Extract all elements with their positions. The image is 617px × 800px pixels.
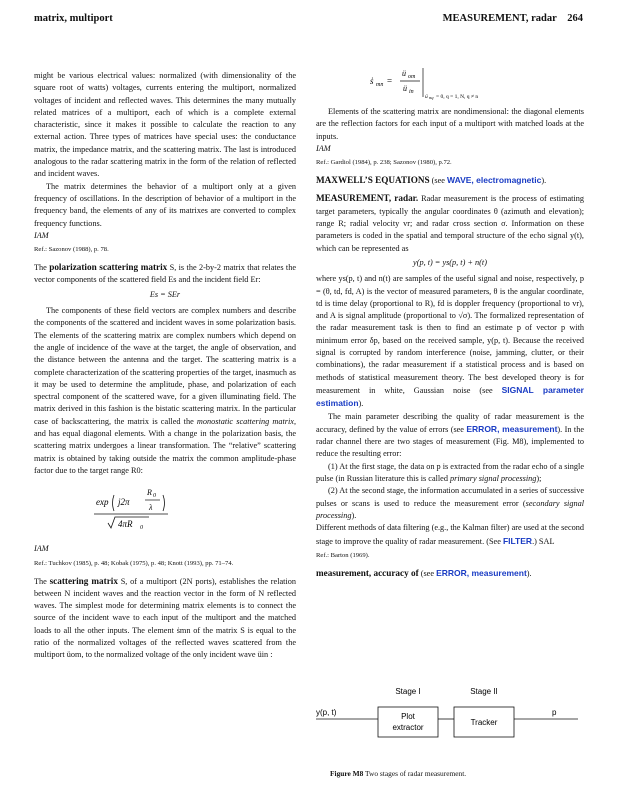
svg-text:0: 0 [153, 493, 156, 500]
paragraph: might be various electrical values: normalized (with dimensionality of the square root of watts) voltages, currents entering the multiport, normalized voltages of incident and reflected waves. This determines the many mutually related matrices of a multiport, each of which is a complete external characteristic, since it makes it possible to calculate the reaction to any external action. Three types of matrices have special uses: the conductance matrix, the impedance matrix, and the scattering matrix. The last is introduced analogous to the radar scattering matrix in the form of the relation of reflected and incident waves. [34, 71, 296, 179]
headword: scattering matrix [49, 575, 118, 586]
cross-reference-link[interactable]: SIGNAL parameter estimation [316, 384, 584, 409]
equation: y(p, t) = ys(p, t) + n(t) [413, 257, 487, 267]
header-left-term: matrix, multiport [34, 13, 113, 24]
reference: Ref.: Gardiol (1984), p. 238; Sazonov (1980), p.72. [316, 159, 452, 167]
author-signature: IAM [34, 544, 49, 554]
cross-reference-link[interactable]: WAVE, electromagnetic [447, 175, 542, 186]
stage-2-label: Stage II [470, 687, 498, 696]
paragraph: The matrix determines the behavior of a multiport only at a given frequency of oscillations. In the description of behavior of a multiport in the frequency band, the elements of any of its matrixes are converted to complex frequency functions. [34, 181, 296, 228]
paragraph: where ys(p, t) and n(t) are samples of the useful signal and noise, respectively, p = (θ, td, fd, A) is the vector of measured parameters, θ is the angular coordinate, td is time delay (proportional to R), fd is doppler frequency (proportional to vr), and A is signal amplitude (proportional to √σ). The formalized representation of the radar measurement task is then to find an estimate p of vector p with minimum error δp, based on the received sample, y(p, t). Because the received signal is corrupted by random interference (noise, jamming, clutter, or their combinations), the radar measurement if a statistical process and is based on methods of statistical measurement theory. The best developed theory is for measurement in white, Gaussian noise (see SIGNAL parameter estimation). [316, 274, 584, 409]
entry-polarization-scattering-matrix: The polarization scattering matrix S, is the 2-by-2 matrix that relates the vector components of the scattered field Es and the incident field Er: [34, 262, 297, 285]
headword: polarization scattering matrix [49, 262, 168, 273]
equation: Es = SEr [149, 289, 181, 299]
plot-extractor-label-1: Plot [401, 712, 415, 721]
svg-text:= 0, q = 1, N, q ≠ n: = 0, q = 1, N, q ≠ n [436, 94, 479, 100]
running-header [34, 13, 583, 29]
svg-text:mn: mn [376, 82, 384, 88]
stage-1-label: Stage I [395, 687, 421, 696]
svg-text:λ: λ [149, 503, 153, 513]
paragraph: Elements of the scattering matrix are nondimensional: the diagonal elements are the reflection factors for each input of a multiport with matched loads at the inputs. [316, 107, 584, 141]
headword: measurement, accuracy of [316, 567, 419, 578]
svg-text:=: = [387, 76, 393, 86]
input-label: y(p, t) [316, 708, 337, 717]
entry-measurement-radar: MEASUREMENT, radar. Radar measurement is the process of estimating target parameters, typically the angular coordinates θ (azimuth and elevation); range R; radial velocity vr; and radar cross section σ. Information on these parameters is coded in the spatial and temporal structure of the echo signal y(t), which can be represented as [316, 193, 584, 253]
header-right-term: MEASUREMENT, radar [442, 13, 557, 24]
tracker-label: Tracker [470, 718, 498, 727]
svg-text:exp: exp [96, 497, 109, 508]
page-number: 264 [567, 13, 583, 24]
svg-text:R: R [147, 488, 152, 498]
right-column [316, 69, 584, 580]
reference: Ref.: Tuchkov (1985), p. 48; Kobak (1975), p. 48; Knott (1993), pp. 71–74. [34, 559, 234, 567]
output-label: p [552, 708, 557, 717]
svg-text:ü: ü [402, 69, 406, 78]
svg-text:in: in [409, 89, 414, 95]
svg-text:om: om [408, 74, 416, 80]
paragraph: The main parameter describing the quality of radar measurement is the accuracy, defined by the value of errors (see ERROR, measurement). In the radar channel there are two stages of measurement (Fig. M8), implemented to reduce the resulting error: [316, 411, 584, 459]
paragraph: The components of these field vectors are complex numbers and describe the components of the scattered and incident waves in some polarization basis. The elements of the scattering matrix are complex numbers which depend on the angle of incidence of the wave at the target, the angle of observation, and the distance between the antenna and the target. The scattering matrix is a complete characterization of the scattering properties of the target, inasmuch as it may be used to determine the amplitude, phase, and polarization of each spectral component of the scattered wave, for a given illuminating field. The matrix derived in this fashion is the bistatic scattering matrix. In the particular case of backscattering, the matrix is called the monostatic scattering matrix, and has equal diagonal elements. With a change in the polarization basis, the scattering matrix undergoes a linear transformation. The “relative” scattering matrix is obtained by taking outside the matrix the common amplitude-phase factor due to the target range R0: [34, 306, 296, 475]
entry-scattering-matrix: The scattering matrix S, of a multiport (2N ports), establishes the relation between N incident waves and the reaction vector in the form of N reflected waves. The simplest mode for determining matrix elements is to connect the source of the incident wave to each input of the multiport and the matched loads to all the other inputs. The element ṡmn of the matrix S is equal to the ratio of the normalized voltages of the reflected waves scattered from the multiport üom, to the normalized voltage of the only incident wave üin : [34, 575, 296, 660]
svg-text:nq: nq [429, 95, 434, 100]
paragraph: (1) At the first stage, the data on p is extracted from the radar echo of a single pulse (in Russian literature this is called primary signal processing); [316, 461, 584, 484]
plot-extractor-label-2: extractor [392, 723, 424, 732]
reference: Ref.: Sazonov (1988), p. 78. [34, 246, 109, 254]
equation-relative-factor [90, 481, 210, 535]
headword: MAXWELL’S EQUATIONS [316, 175, 430, 186]
figure-caption: Figure M8 Two stages of radar measurement. [330, 769, 467, 778]
svg-text:j2π: j2π [118, 497, 130, 508]
cross-reference-link[interactable]: ERROR, measurement [466, 423, 558, 434]
svg-text:ü: ü [425, 94, 428, 100]
entry-measurement-accuracy: measurement, accuracy of (see ERROR, measurement). [316, 567, 532, 578]
cross-reference-link[interactable]: FILTER [502, 535, 533, 546]
entry-maxwells-equations: MAXWELL’S EQUATIONS (see WAVE, electromagnetic). [316, 175, 547, 186]
figure-m8-diagram [316, 685, 584, 747]
svg-text:ü: ü [403, 84, 407, 93]
paragraph: (2) At the second stage, the information accumulated in a series of successive pulses or scans is used to reduce the measurement error (secondary signal processing). [316, 486, 584, 520]
caption-label: Figure M8 [330, 769, 364, 778]
reference: Ref.: Barton (1969). [316, 551, 370, 559]
svg-text:ṡ: ṡ [370, 76, 374, 86]
paragraph: Different methods of data filtering (e.g., the Kalman filter) are used at the second stage to improve the quality of radar measurement. (See FILTER.) SAL [316, 523, 584, 546]
author-signature: IAM [316, 143, 331, 153]
svg-text:4πR: 4πR [118, 519, 133, 530]
headword: MEASUREMENT, radar. [316, 193, 419, 204]
header-right [443, 13, 583, 24]
svg-text:0: 0 [140, 525, 143, 532]
left-column [34, 70, 296, 662]
author-signature: IAM [34, 230, 49, 240]
cross-reference-link[interactable]: ERROR, measurement [436, 567, 527, 578]
equation-smn [366, 64, 516, 100]
